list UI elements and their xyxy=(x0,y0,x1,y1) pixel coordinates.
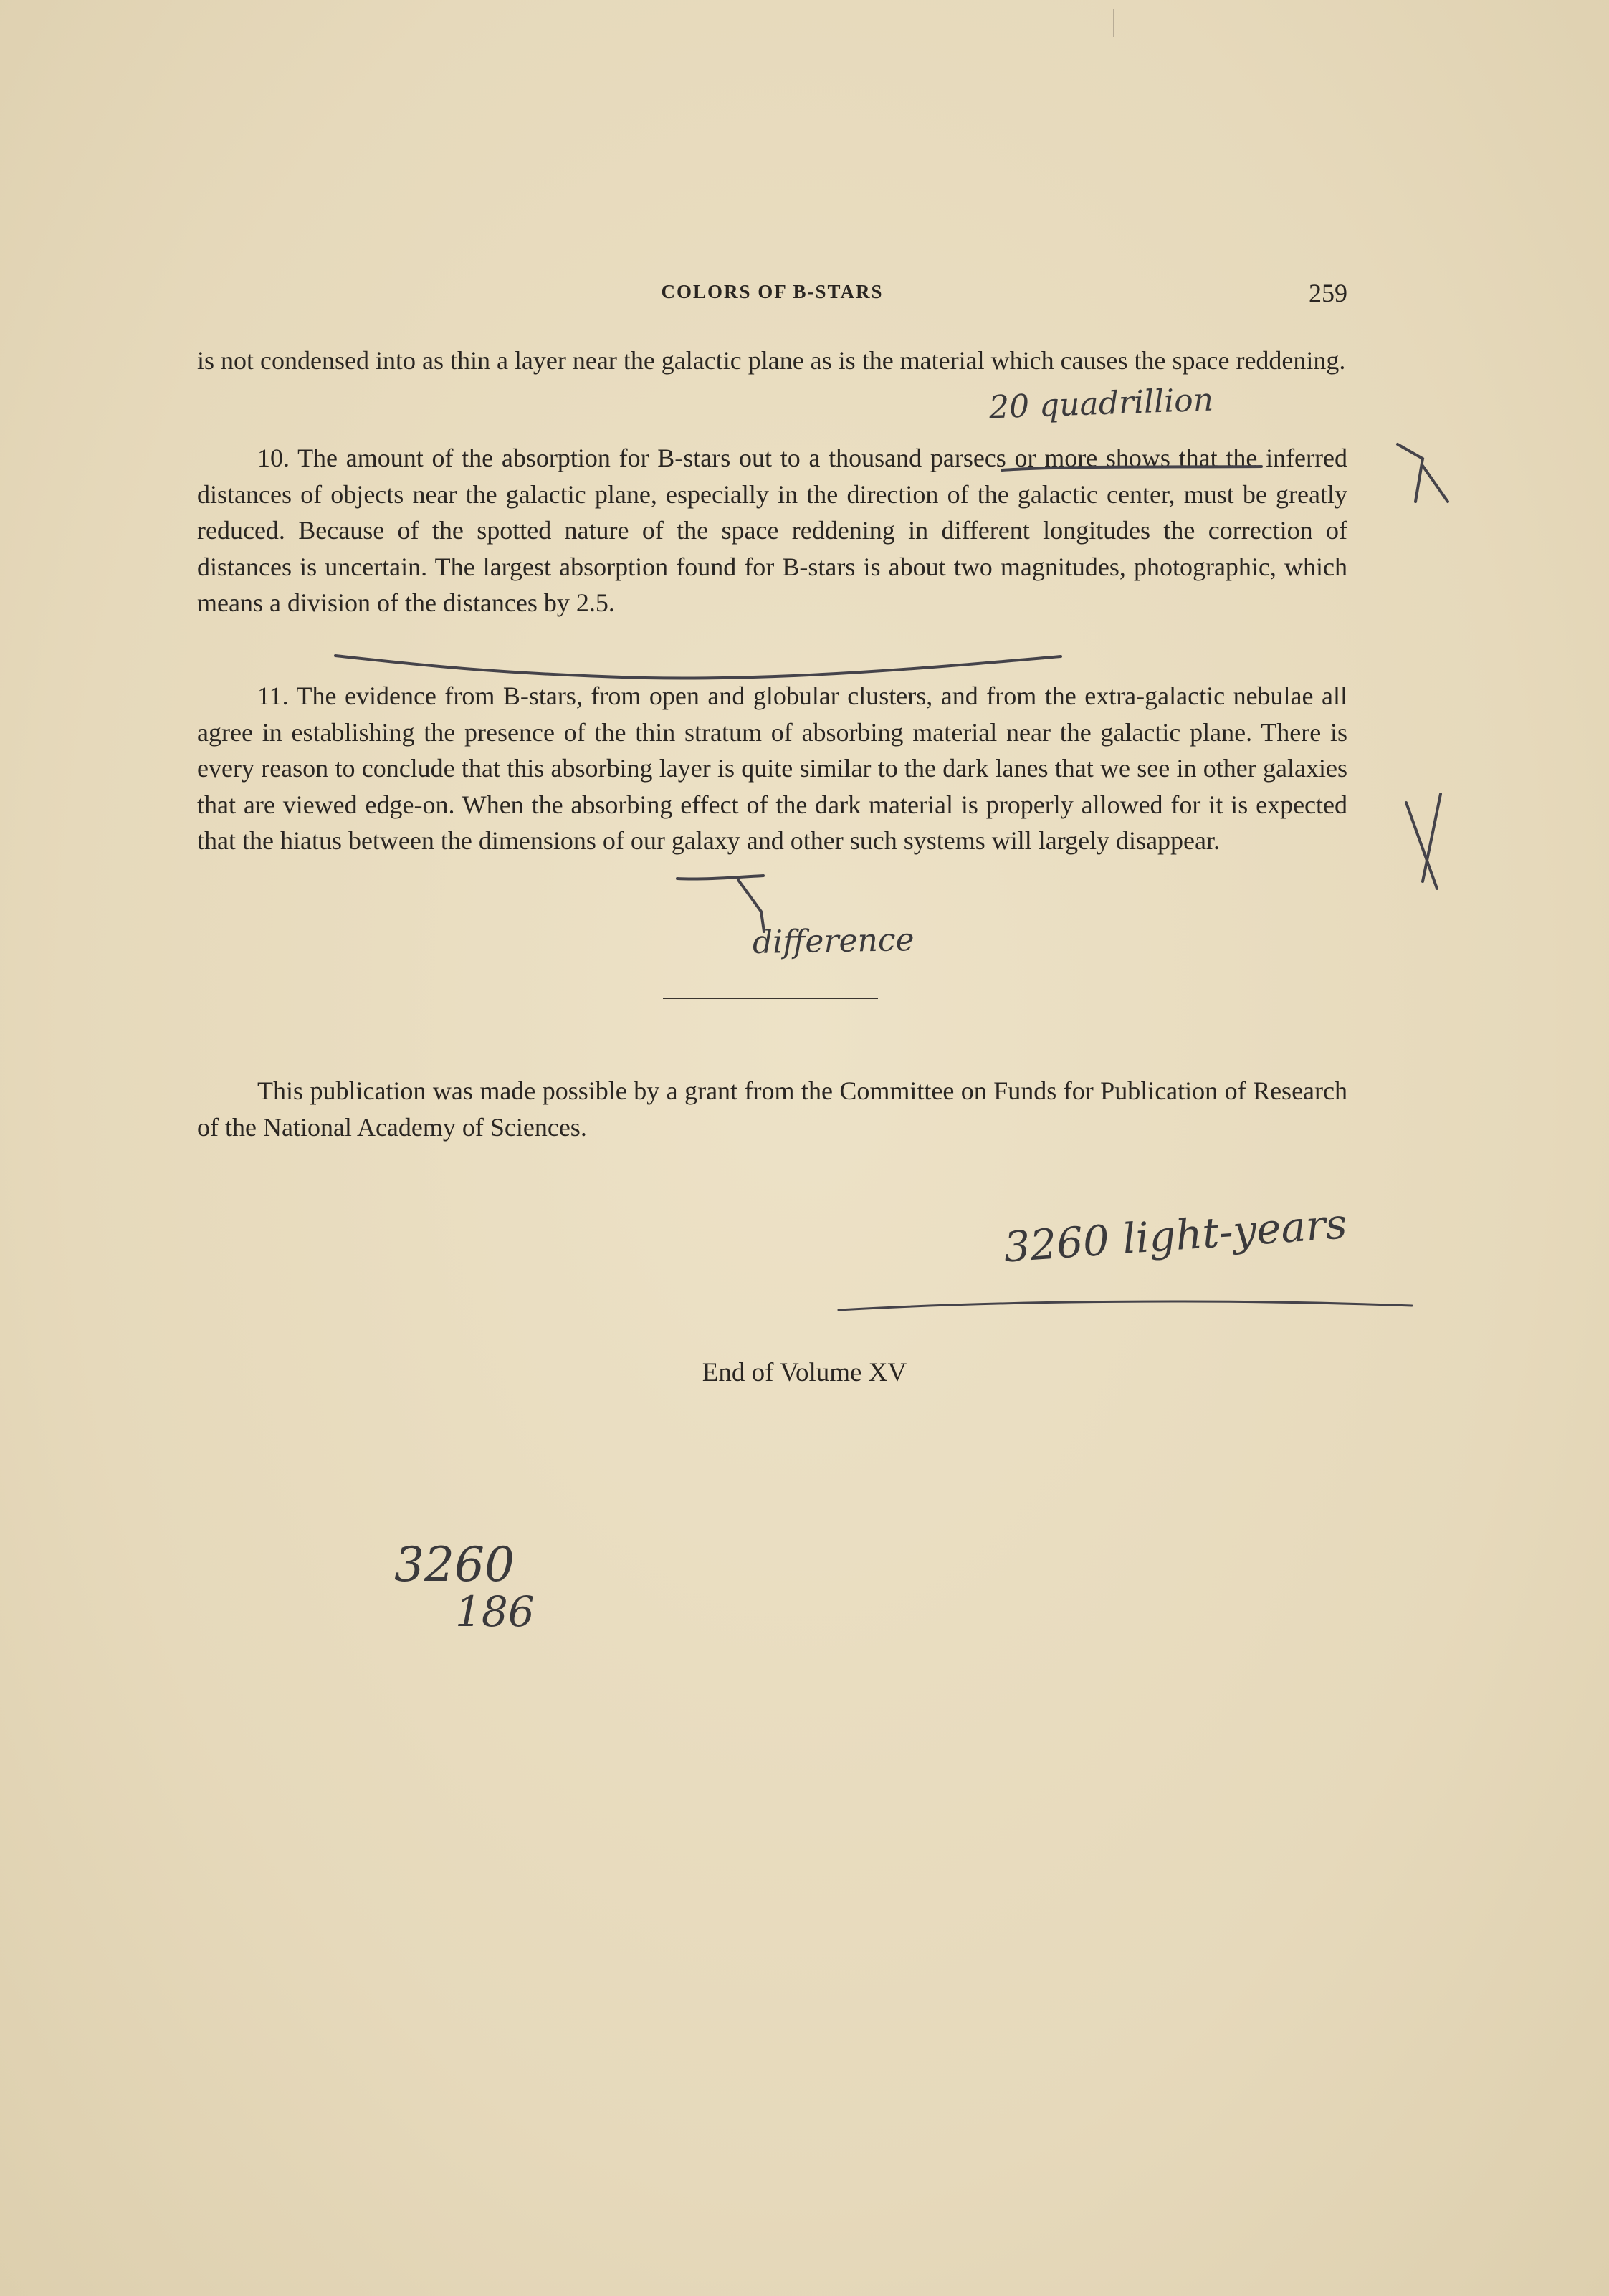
strike-hiatus xyxy=(677,876,763,879)
handwritten-note-difference: difference xyxy=(752,922,915,961)
margin-mark-2 xyxy=(1406,794,1441,889)
handwritten-calc-bottom: 186 xyxy=(455,1587,535,1636)
paragraph-continuation xyxy=(197,343,1347,379)
paragraph-text: 10. The amount of the absorption for B-stars out to a thousand parsecs or more shows that the inferred distances of objects near the galactic plane, especially in the direction of the galactic center, must be greatly reduced. Because of the spotted nature of the space reddening in different longitudes the correction of distances is uncertain. The largest absorption found for B-stars is about two magnitudes, photographic, which means a division of the distances by 2.5. xyxy=(197,444,1347,617)
handwritten-note-light-years: 3260 light-years xyxy=(1002,1199,1349,1272)
running-head-title: COLORS OF B-STARS xyxy=(661,281,884,302)
handwritten-note-quadrillion: 20 quadrillion xyxy=(988,381,1214,426)
paragraph-11 xyxy=(197,678,1347,859)
grant-note xyxy=(197,1073,1347,1145)
end-of-volume: End of Volume XV xyxy=(702,1358,907,1387)
section-divider xyxy=(663,998,878,999)
paragraph-text: 11. The evidence from B-stars, from open and globular clusters, and from the extra-galactic nebulae all agree in establishing the presence of the thin stratum of absorbing material near the galactic plane. There is every reason to conclude that this absorbing layer is quite similar to the dark lanes that we see in other galaxies that are viewed edge-on. When the absorbing effect of the dark material is properly allowed for it is expected that the hiatus between the dimensions of our galaxy and other such systems will largely disappear. xyxy=(197,681,1347,855)
underline-distances xyxy=(335,656,1061,679)
underline-light-years xyxy=(839,1301,1412,1310)
handwritten-calc-top: 3260 xyxy=(394,1537,515,1592)
running-head xyxy=(197,278,1347,307)
scratch-mark xyxy=(1113,9,1114,37)
grant-note-text: This publication was made possible by a grant from the Committee on Funds for Publication of Research of the National Academy of Sciences. xyxy=(197,1076,1347,1142)
page-number: 259 xyxy=(1309,279,1347,307)
paragraph-10 xyxy=(197,440,1347,621)
paragraph-text: is not condensed into as thin a layer near the galactic plane as is the material which causes the space reddening. xyxy=(197,346,1346,375)
margin-mark-1 xyxy=(1398,444,1448,502)
